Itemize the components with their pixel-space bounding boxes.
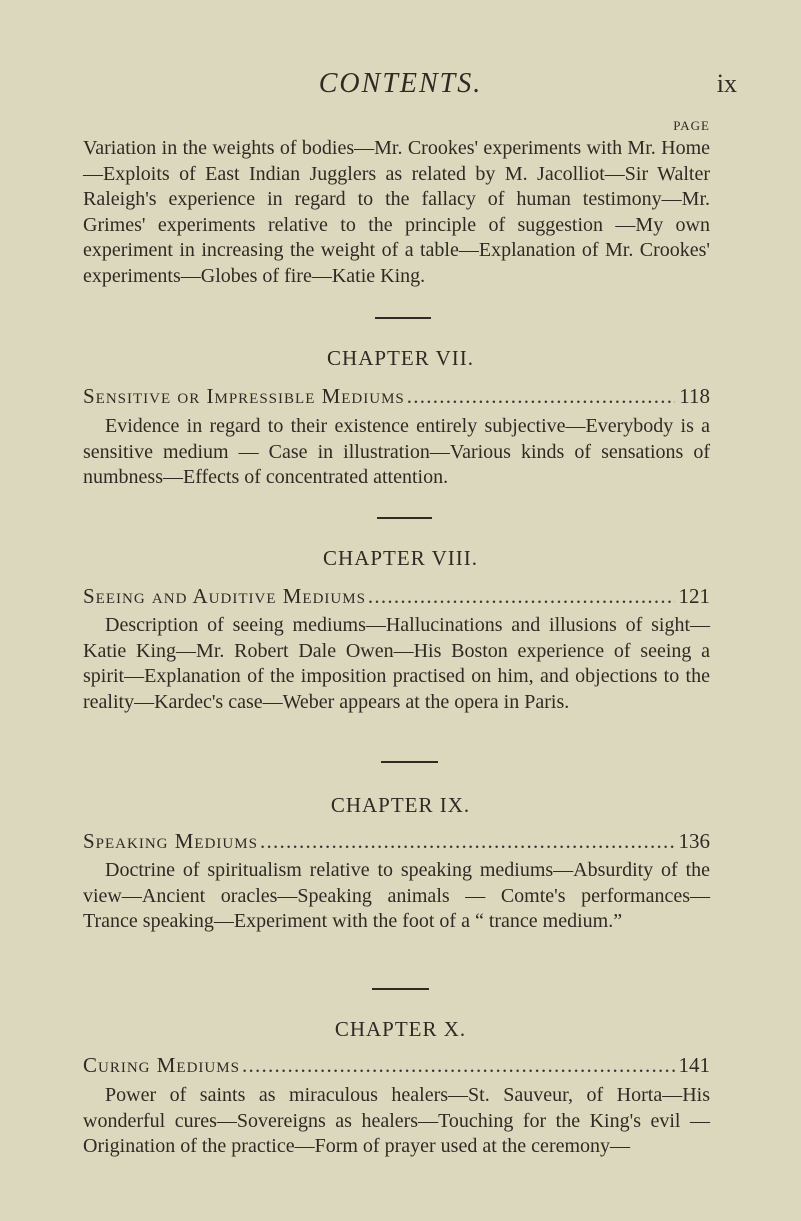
toc-entry[interactable] [83, 584, 710, 609]
toc-entry-title: Speaking Mediums [83, 829, 258, 853]
page-number: ix [716, 69, 737, 98]
intro-summary-block [83, 136, 710, 290]
running-head [0, 66, 801, 102]
toc-entry[interactable] [83, 829, 710, 854]
divider-rule [377, 517, 432, 519]
chapter-heading: CHAPTER X. [334, 1017, 467, 1041]
toc-entry-page: 118 [679, 384, 710, 408]
running-title: CONTENTS. [318, 68, 483, 99]
dot-leader [260, 829, 675, 854]
intro-summary: Variation in the weights of bodies—Mr. Crookes' experiments with Mr. Home—Exploits of East Indian Jugglers as related by M. Jacolliot—Sir Walter Raleigh's experience in regard to the fallacy of human testimony—Mr. Grimes' experiments relative to the principle of suggestion —My own experiment in increasing the weight of a table—Explanation of Mr. Crookes' experiments—Globes of fire—Katie King. [83, 137, 710, 287]
chapter-heading: CHAPTER VII. [327, 346, 474, 370]
chapter-summary-block [83, 1083, 710, 1160]
dot-leader [368, 584, 675, 609]
toc-entry-title: Sensitive or Impressible Mediums [83, 384, 405, 408]
toc-entry-page: 121 [678, 584, 710, 608]
chapter-summary-block [83, 858, 710, 935]
toc-entry-page: 141 [678, 1053, 710, 1077]
divider-rule [381, 761, 438, 763]
page-column-label: PAGE [673, 118, 710, 133]
chapter-heading: CHAPTER IX. [330, 793, 471, 817]
toc-entry[interactable] [83, 384, 710, 409]
chapter-summary-block [83, 613, 710, 715]
toc-entry-title: Seeing and Auditive Mediums [83, 584, 366, 608]
toc-entry-title: Curing Mediums [83, 1053, 240, 1077]
chapter-summary: Power of saints as miraculous healers—St. Sauveur, of Horta—His wonderful cures—Sovereigns as healers—Touching for the King's evil —Origination of the practice—Form of prayer used at the ceremony— [83, 1084, 710, 1158]
toc-entry[interactable] [83, 1053, 710, 1078]
divider-rule [375, 317, 431, 319]
chapter-heading: CHAPTER VIII. [323, 546, 478, 570]
divider-rule [372, 988, 429, 990]
chapter-summary: Doctrine of spiritualism relative to speaking mediums—Absurdity of the view—Ancient oracles—Speaking animals — Comte's performances—Trance speaking—Experiment with the foot of a “ trance medium.” [83, 859, 710, 933]
dot-leader [242, 1053, 675, 1078]
toc-entry-page: 136 [678, 829, 710, 853]
chapter-summary: Evidence in regard to their existence entirely subjective—Everybody is a sensitive medium — Case in illustration—Various kinds of sensations of numbness—Effects of concentrated attention. [83, 415, 710, 489]
dot-leader [407, 384, 675, 409]
chapter-summary: Description of seeing mediums—Hallucinations and illusions of sight—Katie King—Mr. Robert Dale Owen—His Boston experience of seeing a spirit—Explanation of the imposition practised on him, and objections to the reality—Kardec's case—Weber appears at the opera in Paris. [83, 614, 710, 713]
chapter-summary-block [83, 414, 710, 491]
